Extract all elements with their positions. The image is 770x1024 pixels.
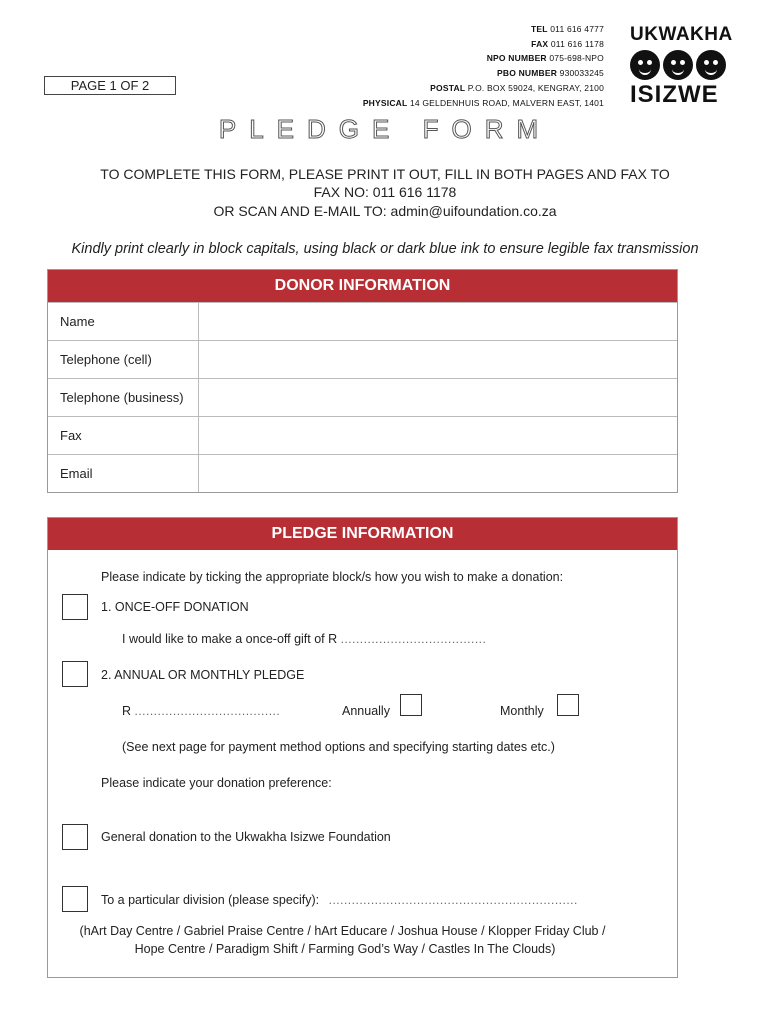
fax-field[interactable] — [199, 417, 678, 455]
donor-section — [47, 269, 678, 493]
division-label — [101, 893, 578, 907]
annual-monthly-label: 2. ANNUAL OR MONTHLY PLEDGE — [101, 668, 305, 682]
contact-postal: POSTAL P.O. BOX 59024, KENGRAY, 2100 — [430, 82, 604, 93]
table-row — [48, 341, 677, 379]
logo-top-text: UKWAKHA — [630, 24, 733, 45]
telephone-business-field[interactable] — [199, 379, 678, 417]
contact-npo: NPO NUMBER 075-698-NPO — [486, 53, 604, 64]
ink-note: Kindly print clearly in block capitals, using black or dark blue ink to ensure legible fax transmission — [71, 241, 699, 257]
contact-fax: FAX 011 616 1178 — [531, 38, 604, 49]
contact-tel: TEL 011 616 4777 — [531, 24, 604, 34]
field-label-fax: Fax — [48, 417, 199, 455]
annually-label: Annually — [342, 704, 390, 718]
pledge-intro: Please indicate by ticking the appropriate block/s how you wish to make a donation: — [101, 570, 564, 584]
general-donation-checkbox[interactable] — [62, 824, 88, 850]
pledge-heading: PLEDGE INFORMATION — [48, 518, 677, 550]
once-off-amount-field[interactable]: ...................................... — [340, 632, 487, 646]
table-row — [48, 455, 677, 493]
telephone-cell-field[interactable] — [199, 341, 678, 379]
pledge-amount-row — [122, 704, 280, 718]
division-specify-field[interactable]: ................................................................. — [328, 893, 578, 907]
instruction-line-2: FAX NO: 011 616 1178 — [313, 184, 457, 200]
contact-block — [363, 22, 604, 110]
contact-physical: PHYSICAL 14 GELDENHUIS ROAD, MALVERN EAST, 1401 — [362, 97, 604, 108]
divisions-list-line-2: Hope Centre / Paradigm Shift / Farming God’s Way / Castles In The Clouds) — [134, 942, 556, 956]
once-off-detail-text: I would like to make a once-off gift of R — [122, 632, 338, 646]
donor-heading: DONOR INFORMATION — [48, 270, 677, 302]
pledge-amount-field[interactable]: ...................................... — [134, 704, 281, 718]
general-donation-label: General donation to the Ukwakha Isizwe Foundation — [101, 830, 391, 844]
field-label-email: Email — [48, 455, 199, 493]
logo-bottom-text: ISIZWE — [630, 81, 719, 108]
logo — [630, 24, 733, 109]
pledge-r-label: R — [122, 704, 132, 718]
annually-checkbox[interactable] — [400, 694, 422, 716]
annual-monthly-checkbox[interactable] — [62, 661, 88, 687]
donation-preference-label: Please indicate your donation preference: — [101, 776, 332, 790]
table-row — [48, 417, 677, 455]
field-label-cell: Telephone (cell) — [48, 341, 199, 379]
division-checkbox[interactable] — [62, 886, 88, 912]
table-row — [48, 379, 677, 417]
field-label-business: Telephone (business) — [48, 379, 199, 417]
logo-faces-icon — [630, 50, 728, 80]
field-label-name: Name — [48, 303, 199, 341]
monthly-checkbox[interactable] — [557, 694, 579, 716]
instruction-line-3: OR SCAN AND E-MAIL TO: admin@uifoundation.co.za — [213, 203, 557, 219]
see-next-page-note: (See next page for payment method options and specifying starting dates etc.) — [122, 740, 555, 754]
divisions-list-line-1: (hArt Day Centre / Gabriel Praise Centre / hArt Educare / Joshua House / Klopper Friday Club / — [79, 924, 606, 938]
page-title: PLEDGE FORM — [218, 114, 552, 144]
contact-pbo: PBO NUMBER 930033245 — [496, 68, 604, 79]
table-row — [48, 303, 677, 341]
once-off-label: 1. ONCE-OFF DONATION — [101, 600, 249, 614]
monthly-label: Monthly — [500, 704, 544, 718]
instruction-line-1: TO COMPLETE THIS FORM, PLEASE PRINT IT OUT, FILL IN BOTH PAGES AND FAX TO — [100, 166, 670, 182]
once-off-checkbox[interactable] — [62, 594, 88, 620]
once-off-detail — [122, 632, 486, 646]
page-indicator: PAGE 1 OF 2 — [44, 76, 176, 95]
donor-table — [48, 302, 677, 492]
division-label-text: To a particular division (please specify): — [101, 893, 320, 907]
name-field[interactable] — [199, 303, 678, 341]
email-field[interactable] — [199, 455, 678, 493]
